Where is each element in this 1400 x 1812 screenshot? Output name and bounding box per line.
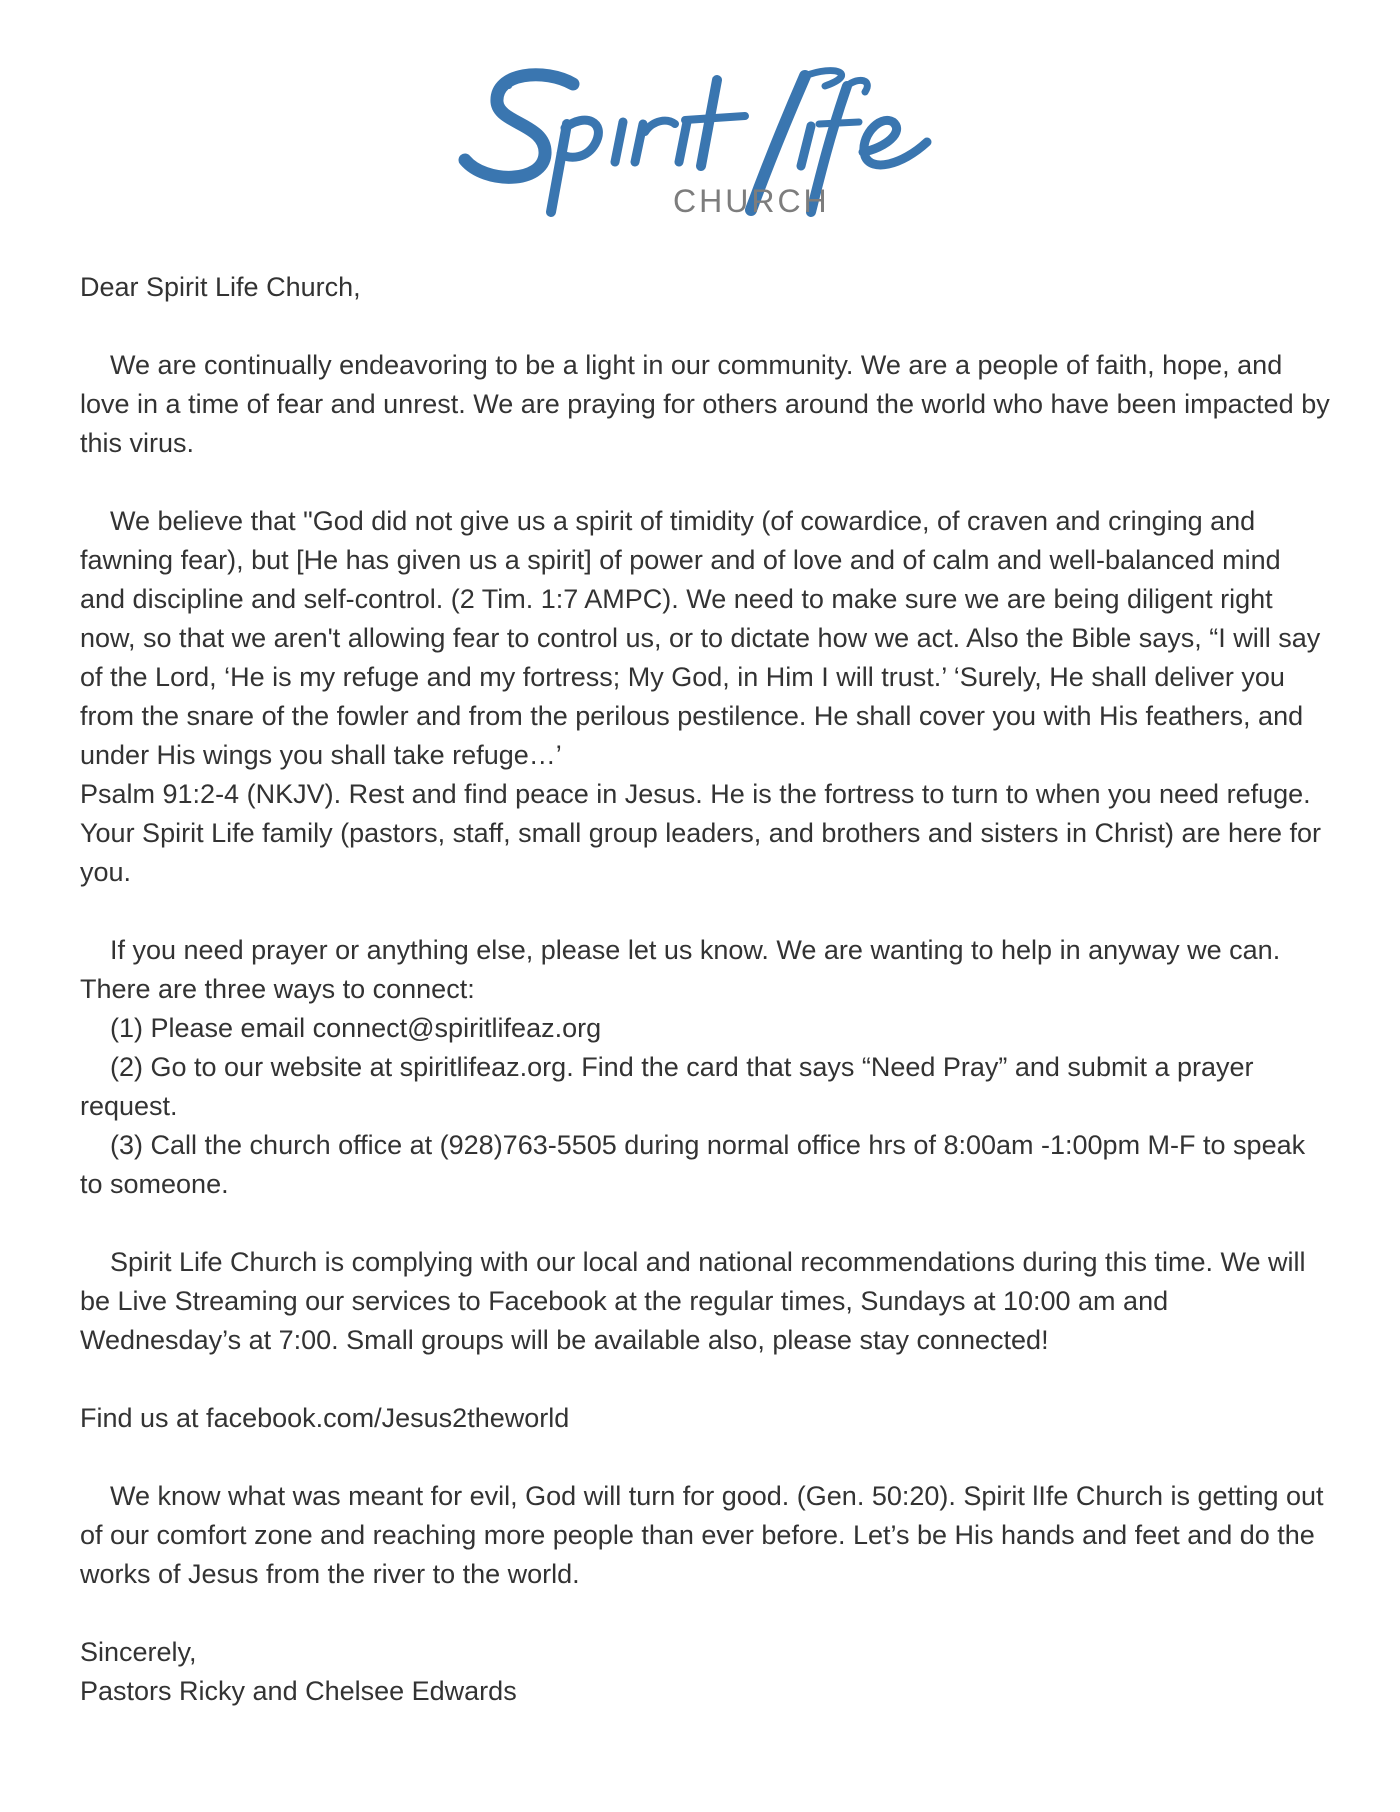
facebook-line: Find us at facebook.com/Jesus2theworld [80,1403,570,1433]
logo-graphic [455,62,940,232]
paragraph-connect: If you need prayer or anything else, please let us know. We are wanting to help in anyway we can. There are three ways to connect: [80,935,1281,1004]
paragraph-psalm: Psalm 91:2-4 (NKJV). Rest and find peace in Jesus. He is the fortress to turn to when you need refuge. Your Spirit Life family (pastors, staff, small group leaders, and brothers and sisters in Christ) are here for you. [80,779,1322,887]
closing: Sincerely, [80,1637,197,1667]
connect-way-phone: (3) Call the church office at (928)763-5505 during normal office hrs of 8:00am -1:00pm M-F to speak to someone. [80,1130,1306,1199]
paragraph-closing-message: We know what was meant for evil, God will turn for good. (Gen. 50:20). Spirit lIfe Church is getting out of our comfort zone and reaching more people than ever before. Let’s be His hands and feet and do the works of Jesus from the river to the world. [80,1481,1324,1589]
logo-subtitle: CHURCH [673,183,830,219]
connect-way-website: (2) Go to our website at spiritlifeaz.org. Find the card that says “Need Pray” and submit a prayer request. [80,1052,1254,1121]
paragraph-scripture: We believe that "God did not give us a spirit of timidity (of cowardice, of craven and cringing and fawning fear), but [He has given us a spirit] of power and of love and of calm and well-balanced mind and discipline and self-control. (2 Tim. 1:7 AMPC). We need to make sure we are being diligent right now, so that we aren't allowing fear to control us, or to dictate how we act. Also the Bible says, “I will say of the Lord, ‘He is my refuge and my fortress; My God, in Him I will trust.’ ‘Surely, He shall deliver you from the snare of the fowler and from the perilous pestilence. He shall cover you with His feathers, and under His wings you shall take refuge…’ [80,506,1321,770]
paragraph-live-streaming: Spirit Life Church is complying with our local and national recommendations during this time. We will be Live Streaming our services to Facebook at the regular times, Sundays at 10:00 am and Wednesday’s at 7:00. Small groups will be available also, please stay connected! [80,1247,1306,1355]
signature: Pastors Ricky and Chelsee Edwards [80,1676,517,1706]
paragraph-community: We are continually endeavoring to be a light in our community. We are a people of faith, hope, and love in a time of fear and unrest. We are praying for others around the world who have been impacted by this virus. [80,350,1330,458]
spirit-life-church-logo [455,62,940,232]
letter-body [80,268,1330,1711]
connect-way-email: (1) Please email connect@spiritlifeaz.org [110,1013,602,1043]
salutation: Dear Spirit Life Church, [80,272,361,302]
